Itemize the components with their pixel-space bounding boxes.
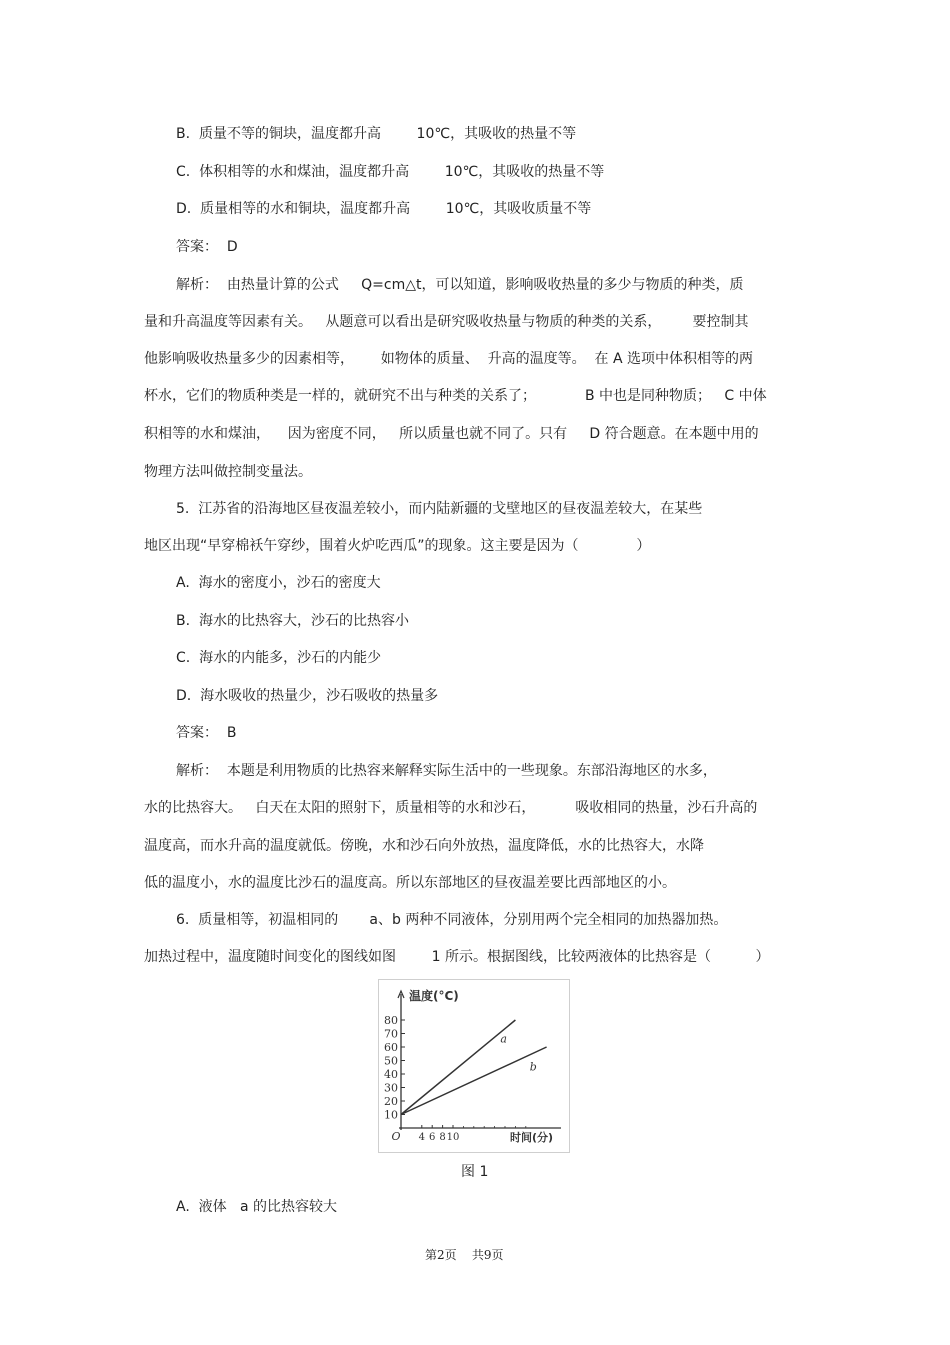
y-axis-label: 温度(°C) [409,989,459,1003]
answer-line: 答案： D [176,239,238,255]
y-tick-label: 20 [384,1095,398,1108]
option-c-line: C. 体积相等的水和煤油，温度都升高 10℃，其吸收的热量不等 [176,164,605,180]
option-b-line: B. 质量不等的铜块，温度都升高 10℃，其吸收的热量不等 [176,126,577,142]
y-tick-label: 40 [384,1068,398,1081]
series-label-b: b [529,1060,537,1074]
question-5-line: 5. 江苏省的沿海地区昼夜温差较小，而内陆新疆的戈壁地区的昼夜温差较大，在某些 [176,501,703,517]
x-tick-label: 6 [429,1132,436,1143]
y-tick-label: 30 [384,1081,398,1095]
x-tick-label: 8 [439,1132,446,1143]
analysis-line: 解析： 由热量计算的公式 Q=cm△t，可以知道，影响吸收热量的多少与物质的种类，质 [176,277,744,293]
analysis-line: 积相等的水和煤油， 因为密度不同， 所以质量也就不同了。只有 D 符合题意。在本题中用的 [144,426,759,442]
question-6-line: 6. 质量相等，初温相同的 a、b 两种不同液体，分别用两个完全相同的加热器加热。 [176,912,728,928]
analysis-line: 水的比热容大。 白天在太阳的照射下，质量相等的水和沙石， 吸收相同的热量，沙石升高的 [144,800,758,816]
option-b-line: B. 海水的比热容大，沙石的比热容小 [176,613,409,629]
question-6-line: 加热过程中，温度随时间变化的图线如图 1 所示。根据图线，比较两液体的比热容是（ ） [144,949,770,965]
option-c-line: C. 海水的内能多，沙石的内能少 [176,650,382,666]
analysis-line: 杯水，它们的物质种类是一样的，就研究不出与种类的关系了； B 中也是同种物质； C 中体 [144,388,767,404]
y-tick-label: 70 [384,1027,398,1041]
temperature-time-chart [378,979,570,1153]
analysis-line: 温度高，而水升高的温度就低。傍晚，水和沙石向外放热，温度降低，水的比热容大，水降 [144,838,704,854]
analysis-line: 低的温度小，水的温度比沙石的温度高。所以东部地区的昼夜温差要比西部地区的小。 [144,875,676,891]
y-tick-label: 50 [384,1054,398,1068]
analysis-line: 量和升高温度等因素有关。 从题意可以看出是研究吸收热量与物质的种类的关系， 要控制其 [144,314,749,330]
x-tick-label: 10 [446,1132,460,1143]
answer-line: 答案： B [176,725,237,741]
page-footer: 第2页 共9页 [425,1248,504,1262]
x-tick-label: 4 [418,1132,425,1143]
origin-label: O [391,1130,401,1143]
y-tick-label: 10 [384,1108,398,1122]
series-line-b [401,1047,547,1115]
option-d-line: D. 海水吸收的热量少，沙石吸收的热量多 [176,688,439,704]
series-line-a [401,1020,515,1115]
x-axis-label: 时间(分) [510,1131,554,1144]
chart-svg [379,980,569,1152]
figure-caption: 图 1 [461,1164,489,1180]
analysis-line: 物理方法叫做控制变量法。 [144,464,312,480]
y-tick-label: 80 [384,1014,398,1027]
question-5-line: 地区出现“早穿棉袄午穿纱，围着火炉吃西瓜”的现象。这主要是因为（ ） [144,538,651,554]
option-d-line: D. 质量相等的水和铜块，温度都升高 10℃，其吸收质量不等 [176,201,592,217]
option-a-line: A. 海水的密度小，沙石的密度大 [176,575,381,591]
y-tick-label: 60 [384,1041,398,1054]
series-label-a: a [500,1032,507,1046]
analysis-line: 解析： 本题是利用物质的比热容来解释实际生活中的一些现象。东部沿海地区的水多， [176,763,717,779]
analysis-line: 他影响吸收热量多少的因素相等， 如物体的质量、 升高的温度等。 在 A 选项中体积相等的两 [144,351,753,367]
option-a-line: A. 液体 a 的比热容较大 [176,1199,338,1215]
